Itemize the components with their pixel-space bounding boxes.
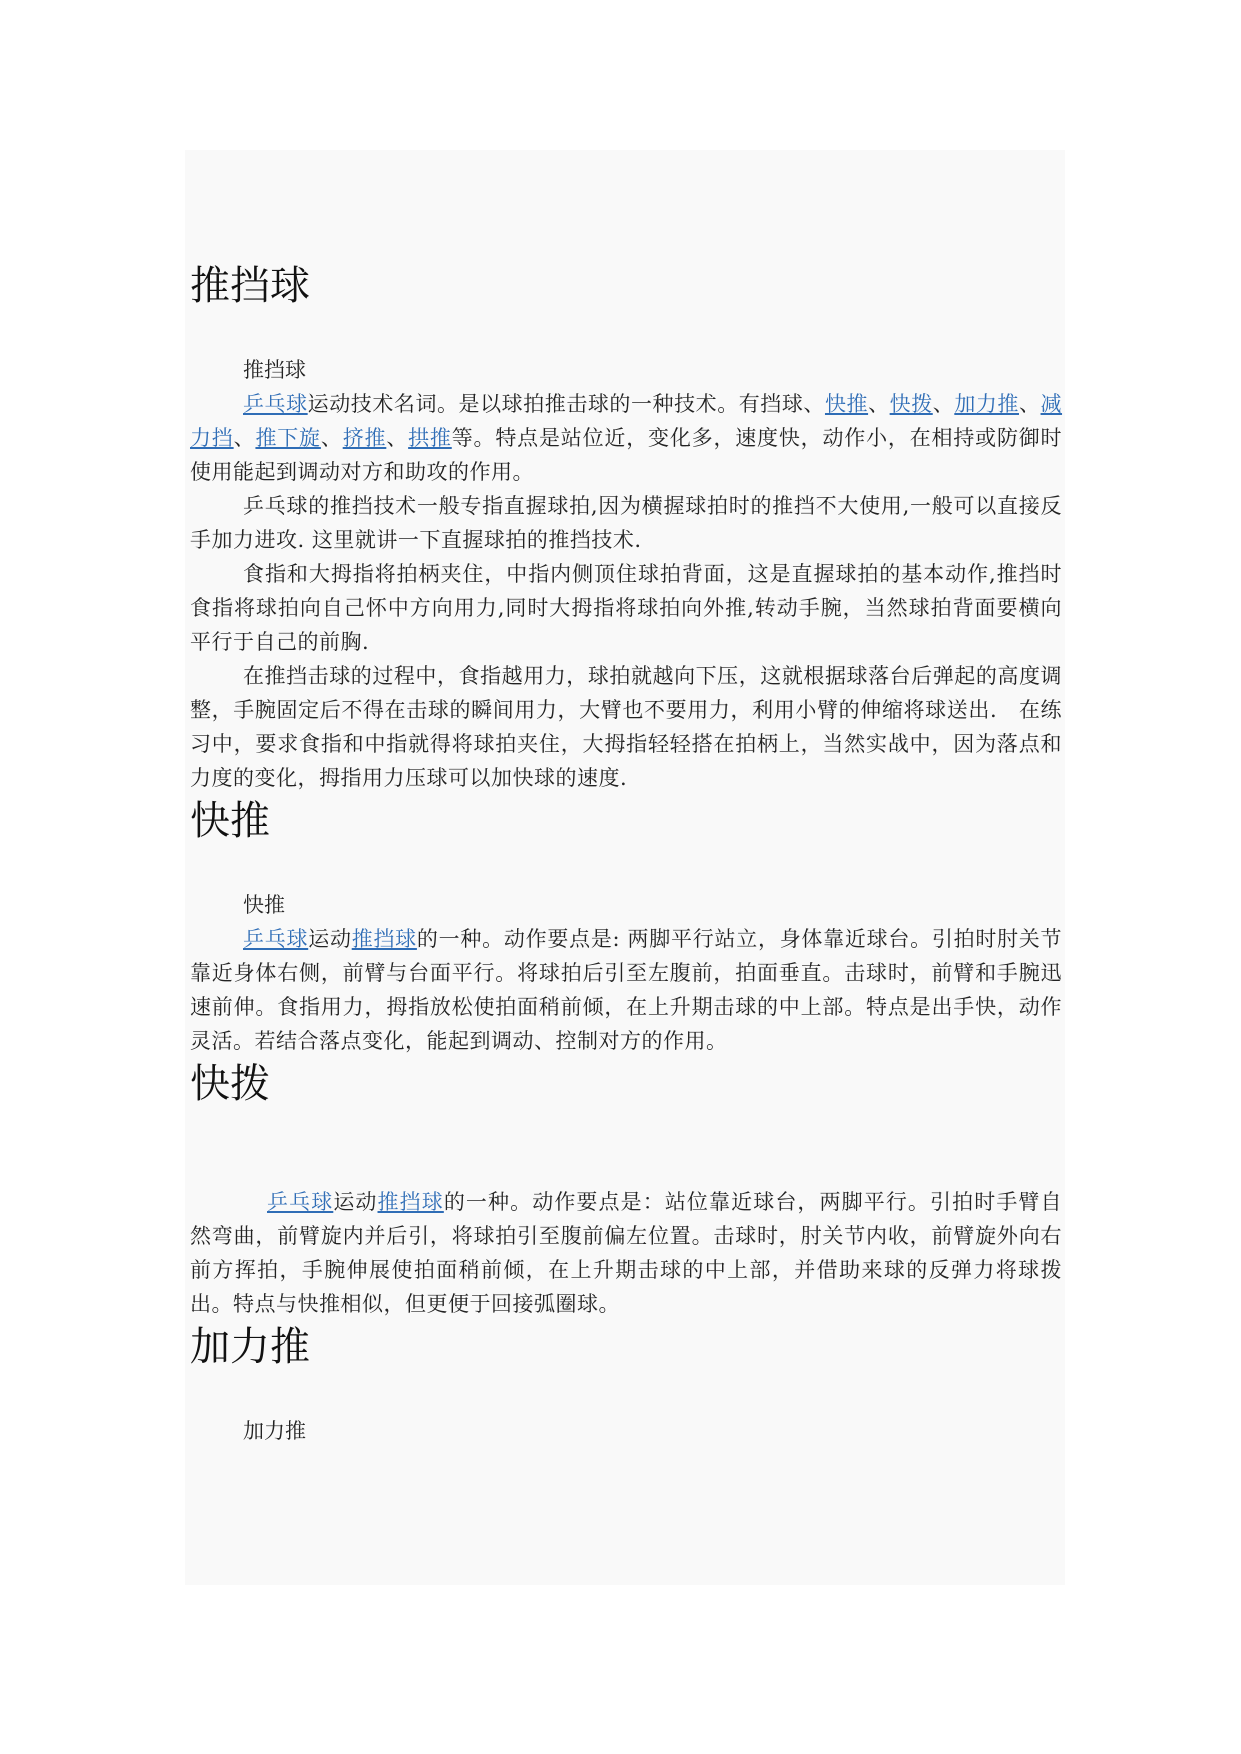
document-content <box>190 150 1062 1448</box>
link-pingpong[interactable]: 乒乓球 <box>267 1190 334 1214</box>
link-jianlidang[interactable]: 减力挡 <box>190 392 1063 450</box>
paragraph-intro: 乒乓球运动技术名词。是以球拍推击球的一种技术。有挡球、快推、快拨、加力推、减力挡、推下旋、挤推、拱推等。特点是站位近，变化多，速度快，动作小，在相持或防御时使用能起到调动对方和助攻的作用。 <box>190 392 1063 484</box>
link-tuidangqiu[interactable]: 推挡球 <box>351 927 417 951</box>
section-heading-kuaibo: 快拨 <box>190 1061 270 1107</box>
section-heading-kuaitui: 快推 <box>190 798 270 844</box>
link-kuaibo[interactable]: 快拨 <box>889 392 933 416</box>
link-pingpong[interactable]: 乒乓球 <box>243 927 309 951</box>
link-jialitui[interactable]: 加力推 <box>954 392 1019 416</box>
section-heading-jialitui: 加力推 <box>190 1324 310 1370</box>
section-subtitle-kuaitui: 快推 <box>243 893 285 917</box>
paragraph-jiqiu: 在推挡击球的过程中，食指越用力，球拍就越向下压，这就根据球落台后弹起的高度调整，手腕固定后不得在击球的瞬间用力，大臂也不要用力，利用小臂的伸缩将球送出. 在练习中，要求食指和中指就得将球拍夹住，大拇指轻轻搭在拍柄上，当然实战中，因为落点和力度的变化，拇指用力压球可以加快球的速度. <box>190 664 1062 790</box>
link-pingpong[interactable]: 乒乓球 <box>243 392 308 416</box>
link-tuidangqiu[interactable]: 推挡球 <box>377 1190 444 1214</box>
link-tuixiaxuan[interactable]: 推下旋 <box>255 426 321 450</box>
paragraph-dongzuo: 食指和大拇指将拍柄夹住，中指内侧顶住球拍背面，这是直握球拍的基本动作,推挡时食指将球拍向自己怀中方向用力,同时大拇指将球拍向外推,转动手腕，当然球拍背面要横向平行于自己的前胸. <box>190 562 1063 654</box>
paragraph-zhiwo: 乒乓球的推挡技术一般专指直握球拍,因为横握球拍时的推挡不大使用,一般可以直接反手加力进攻. 这里就讲一下直握球拍的推挡技术. <box>190 494 1062 552</box>
document-page <box>185 150 1065 1585</box>
section-heading-tuidangqiu: 推挡球 <box>190 263 310 309</box>
section-subtitle-tuidangqiu: 推挡球 <box>243 358 306 382</box>
section-subtitle-jialitui: 加力推 <box>243 1419 306 1443</box>
paragraph-kuaitui: 乒乓球运动推挡球的一种。动作要点是: 两脚平行站立，身体靠近球台。引拍时肘关节靠近身体右侧，前臂与台面平行。将球拍后引至左腹前，拍面垂直。击球时，前臂和手腕迅速前伸。食指用力，拇指放松使拍面稍前倾，在上升期击球的中上部。特点是出手快，动作灵活。若结合落点变化，能起到调动、控制对方的作用。 <box>190 927 1063 1053</box>
link-jitui[interactable]: 挤推 <box>342 426 387 450</box>
link-kuaitui[interactable]: 快推 <box>824 392 869 416</box>
link-gongtui[interactable]: 拱推 <box>408 426 452 450</box>
paragraph-kuaibo: 乒乓球运动推挡球的一种。动作要点是：站位靠近球台，两脚平行。引拍时手臂自然弯曲，前臂旋内并后引，将球拍引至腹前偏左位置。击球时，肘关节内收，前臂旋外向右前方挥拍，手腕伸展使拍面稍前倾，在上升期击球的中上部，并借助来球的反弹力将球拨出。特点与快推相似，但更便于回接弧圈球。 <box>190 1190 1063 1316</box>
